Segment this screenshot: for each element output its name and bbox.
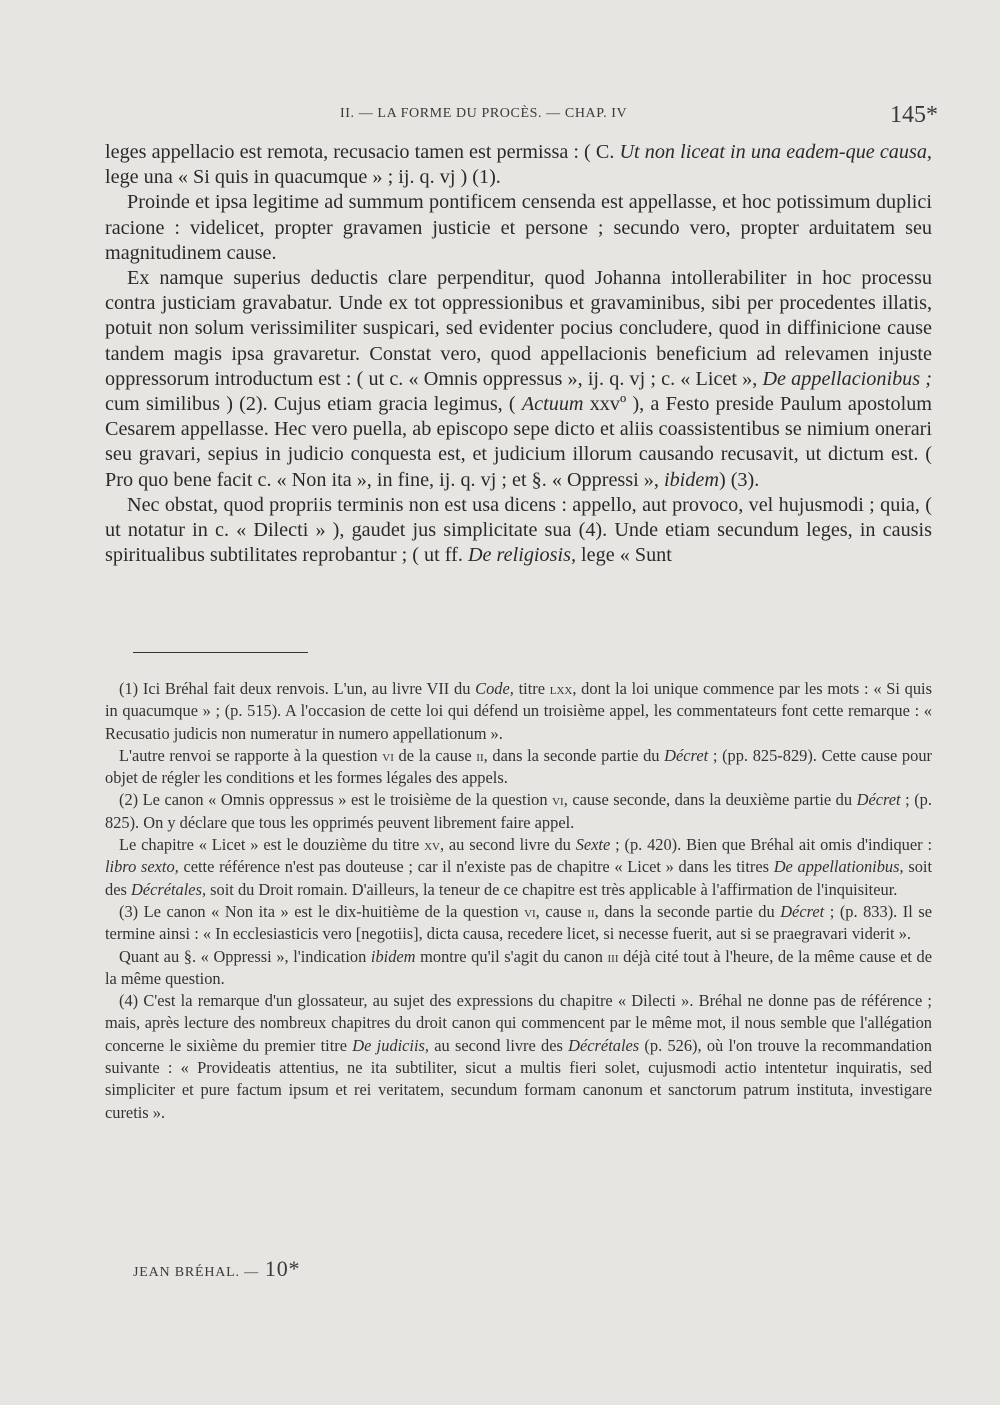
paragraph-3: Ex namque superius deductis clare perpenditur, quod Johanna intollerabiliter in hoc processu contra justiciam gravabatur. Unde ex tot oppressionibus et gravaminibus, sibi per procedentes illatis, potuit non solum verissimiliter suspicari, sed evidenter pocius concludere, quod in diffinicione cause tandem magis ipsa gravaretur. Constat vero, quod appellacionis beneficium ad relevamen injuste oppressorum introductum est : ( ut c. « Omnis oppressus », ij. q. vj ; c. « Licet », De appellacionibus ; cum similibus ) (2). Cujus etiam gracia legimus, ( Actuum xxvº ), a Festo preside Paulum apostolum Cesarem appellasse. Hec vero puella, ab episcopo sepe dicto et aliis coassistentibus se nimium onerari seu gravari, sepius in judicio conquesta est, et judicium illorum causando recusavit, ut dictum est. ( Pro quo bene facit c. « Non ita », in fine, ij. q. vj ; et §. « Oppressi », ibidem) (3). [105, 267, 933, 491]
paragraph-2: Proinde et ipsa legitime ad summum pontificem censenda est appellasse, et hoc potissimum duplici racione : videlicet, propter gravamen justicie et persone ; secundo vero, propter arduitatem seu magnitudinem cause. [105, 191, 932, 264]
footnote-separator [133, 652, 308, 653]
main-text [105, 140, 932, 568]
footer-author: JEAN BRÉHAL. — [133, 1265, 259, 1280]
running-title: II. — LA FORME DU PROCÈS. — CHAP. IV [340, 106, 628, 121]
footnote-1: (1) Ici Bréhal fait deux renvois. L'un, au livre VII du Code, titre lxx, dont la loi unique commence par les mots : « Si quis in quacumque » ; (p. 515). A l'occasion de cette loi qui défend un troisième appel, les commentateurs font cette remarque : « Recusatio judicis non numeratur in numero appellationum ». [105, 679, 932, 743]
footnote-2: (2) Le canon « Omnis oppressus » est le troisième de la question vi, cause seconde, dans la deuxième partie du Décret ; (p. 825). On y déclare que tous les opprimés peuvent librement faire appel. [105, 790, 932, 832]
page-footer [133, 1256, 300, 1282]
page-number: 145* [890, 102, 938, 128]
page-header [0, 100, 1000, 140]
signature-mark: 10* [264, 1256, 301, 1281]
footnotes [105, 678, 932, 1124]
footnote-4: (4) C'est la remarque d'un glossateur, au sujet des expressions du chapitre « Dilecti ». Bréhal ne donne pas de référence ; mais, après lecture des nombreux chapitres du droit canon qui commencent par le même mot, il nous semble que l'allégation concerne le sixième du premier titre De judiciis, au second livre des Décrétales (p. 526), où l'on trouve la recommandation suivante : « Provideatis attentius, ne ita subtiliter, sicut a multis fieri solet, cujusmodi actio intentetur inquiratis, sed simpliciter et pure factum ipsum et rei veritatem, secundum formam canonum et sanctorum patrum instituta, investigare curetis ». [105, 991, 933, 1122]
footnote-3-continued: Quant au §. « Oppressi », l'indication ibidem montre qu'il s'agit du canon iii déjà cité tout à l'heure, de la même cause et de la même question. [105, 946, 932, 988]
footnote-2-continued: Le chapitre « Licet » est le douzième du titre xv, au second livre du Sexte ; (p. 420). Bien que Bréhal ait omis d'indiquer : libro sexto, cette référence n'est pas douteuse ; car il n'existe pas de chapitre « Licet » dans les titres De appellationibus, soit des Décrétales, soit du Droit romain. D'ailleurs, la teneur de ce chapitre est très applicable à l'affirmation de l'inquisiteur. [105, 835, 933, 899]
paragraph-4: Nec obstat, quod propriis terminis non est usa dicens : appello, aut provoco, vel hujusmodi ; quia, ( ut notatur in c. « Dilecti » ), gaudet jus simplicitate sua (4). Unde etiam secundum leges, in causis spiritualibus subtilitates reprobantur ; ( ut ff. De religiosis, lege « Sunt [105, 493, 932, 567]
footnote-3: (3) Le canon « Non ita » est le dix-huitième de la question vi, cause ii, dans la seconde partie du Décret ; (p. 833). Il se termine ainsi : « In ecclesiasticis vero [negotiis], dicta causa, recedere licet, si necesse fuerit, aut si se praegravari viderit ». [105, 901, 932, 944]
footnote-1-continued: L'autre renvoi se rapporte à la question vi de la cause ii, dans la seconde partie du Décret ; (pp. 825-829). Cette cause pour objet de régler les conditions et les formes légales des appels. [105, 745, 932, 788]
paragraph-1: leges appellacio est remota, recusacio tamen est permissa : ( C. Ut non liceat in una eadem-que causa, lege una « Si quis in quacumque » ; ij. q. vj ) (1). [105, 141, 932, 189]
